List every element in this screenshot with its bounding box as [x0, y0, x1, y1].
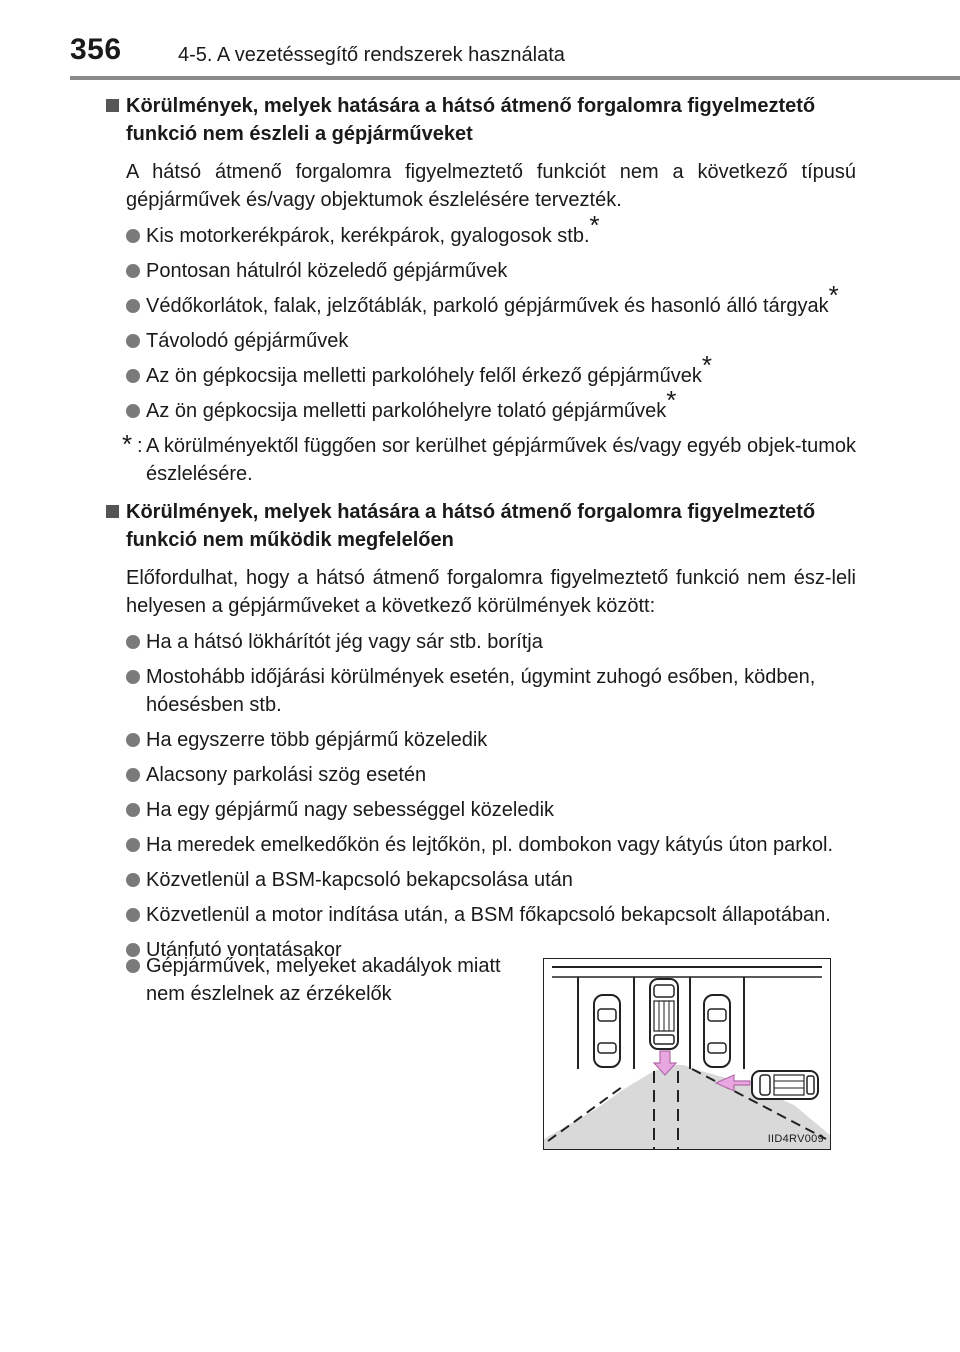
- list-item: [106, 350, 856, 390]
- footnote-star-marker: *: [701, 350, 712, 380]
- bullet-dot-icon: [126, 873, 140, 887]
- list-item-text: Mostohább időjárási körülmények esetén, úgymint zuhogó esőben, ködben, hóesésben stb.: [146, 666, 816, 716]
- section1-bullet-list: [106, 210, 856, 425]
- list-item-text: Alacsony parkolási szög esetén: [146, 764, 427, 786]
- list-item: [106, 210, 856, 250]
- bullet-dot-icon: [126, 959, 140, 973]
- list-item: [106, 831, 856, 859]
- section1-heading-line2: funkció nem észleli a gépjárműveket: [126, 123, 473, 145]
- bullet-dot-icon: [126, 838, 140, 852]
- list-item: [106, 628, 856, 656]
- own-car: [650, 979, 678, 1049]
- list-item-text: Az ön gépkocsija melletti parkolóhelyre tolató gépjárművek: [146, 400, 667, 422]
- parking-illustration: [543, 958, 831, 1150]
- list-item: [106, 280, 856, 320]
- bullet-dot-icon: [126, 803, 140, 817]
- footnote-star-marker: *: [828, 280, 839, 310]
- header-rule: [70, 76, 960, 80]
- section2-heading: [106, 498, 856, 554]
- bullet-dot-icon: [126, 299, 140, 313]
- list-item: [106, 726, 856, 754]
- last-bullet: [106, 952, 526, 1015]
- list-item: [106, 952, 526, 1008]
- section1-heading-line1: Körülmények, melyek hatására a hátsó átmenő forgalomra figyelmeztető: [126, 95, 816, 117]
- bullet-dot-icon: [126, 635, 140, 649]
- list-item: [106, 385, 856, 425]
- section2-heading-line2: funkció nem működik megfelelően: [126, 529, 454, 551]
- footnote-text: A körülményektől függően sor kerülhet gépjárművek és/vagy egyéb objek-tumok észlelésére.: [146, 435, 856, 485]
- square-bullet-icon: [106, 505, 119, 518]
- bullet-dot-icon: [126, 229, 140, 243]
- list-item: [106, 796, 856, 824]
- footnote-colon: :: [137, 435, 143, 457]
- section2-bullet-list: [106, 628, 856, 964]
- page-header: [0, 0, 960, 80]
- page-content: [106, 92, 856, 971]
- list-item-text: Utánfutó vontatásakor: [146, 939, 342, 961]
- square-bullet-icon: [106, 99, 119, 112]
- list-item: [106, 866, 856, 894]
- list-item-text: Az ön gépkocsija melletti parkolóhely felől érkező gépjárművek: [146, 365, 702, 387]
- bullet-dot-icon: [126, 369, 140, 383]
- section2-intro: Előfordulhat, hogy a hátsó átmenő forgalomra figyelmeztető funkció nem ész-leli helyesen a gépjárműveket a következő körülmények között:: [126, 567, 856, 617]
- bullet-dot-icon: [126, 404, 140, 418]
- approaching-car: [752, 1071, 818, 1099]
- section1-intro: A hátsó átmenő forgalomra figyelmeztető funkciót nem a következő típusú gépjárművek és/vagy objektumok észlelésére tervezték.: [126, 161, 856, 211]
- list-item: [106, 761, 856, 789]
- parked-car-left: [594, 995, 620, 1067]
- bullet-dot-icon: [126, 264, 140, 278]
- list-item: [106, 327, 856, 355]
- list-item: [106, 901, 856, 929]
- page-number: 356: [70, 33, 122, 66]
- section2-heading-line1: Körülmények, melyek hatására a hátsó átmenő forgalomra figyelmeztető: [126, 501, 816, 523]
- list-item-text: Ha meredek emelkedőkön és lejtőkön, pl. dombokon vagy kátyús úton parkol.: [146, 834, 834, 856]
- footnote-star-marker: *: [589, 210, 600, 240]
- list-item-text: Távolodó gépjárművek: [146, 330, 349, 352]
- footnote: [106, 429, 856, 488]
- list-item: [106, 257, 856, 285]
- footnote-star: *: [122, 429, 133, 459]
- list-item-text: Ha egyszerre több gépjármű közeledik: [146, 729, 488, 751]
- bullet-dot-icon: [126, 670, 140, 684]
- parked-car-right: [704, 995, 730, 1067]
- section-title: 4-5. A vezetéssegítő rendszerek használata: [178, 44, 565, 66]
- last-bullet-line2: nem észlelnek az érzékelők: [146, 983, 392, 1005]
- list-item-text: Kis motorkerékpárok, kerékpárok, gyalogosok stb.: [146, 225, 590, 247]
- parking-diagram: [544, 959, 830, 1149]
- bullet-dot-icon: [126, 768, 140, 782]
- last-bullet-line1: Gépjárművek, melyeket akadályok miatt: [146, 955, 501, 977]
- bullet-dot-icon: [126, 908, 140, 922]
- footnote-star-marker: *: [666, 385, 677, 415]
- bullet-dot-icon: [126, 334, 140, 348]
- list-item-text: Közvetlenül a BSM-kapcsoló bekapcsolása után: [146, 869, 573, 891]
- list-item-text: Ha egy gépjármű nagy sebességgel közeledik: [146, 799, 555, 821]
- list-item-text: Ha a hátsó lökhárítót jég vagy sár stb. borítja: [146, 631, 543, 653]
- list-item-text: Közvetlenül a motor indítása után, a BSM főkapcsoló bekapcsolt állapotában.: [146, 904, 831, 926]
- list-item-text: Védőkorlátok, falak, jelzőtáblák, parkoló gépjárművek és hasonló álló tárgyak: [146, 295, 829, 317]
- section1-heading: [106, 92, 856, 148]
- bullet-dot-icon: [126, 733, 140, 747]
- figure-code: IID4RV009: [767, 1133, 824, 1145]
- list-item-text: Pontosan hátulról közeledő gépjárművek: [146, 260, 508, 282]
- list-item: [106, 663, 856, 719]
